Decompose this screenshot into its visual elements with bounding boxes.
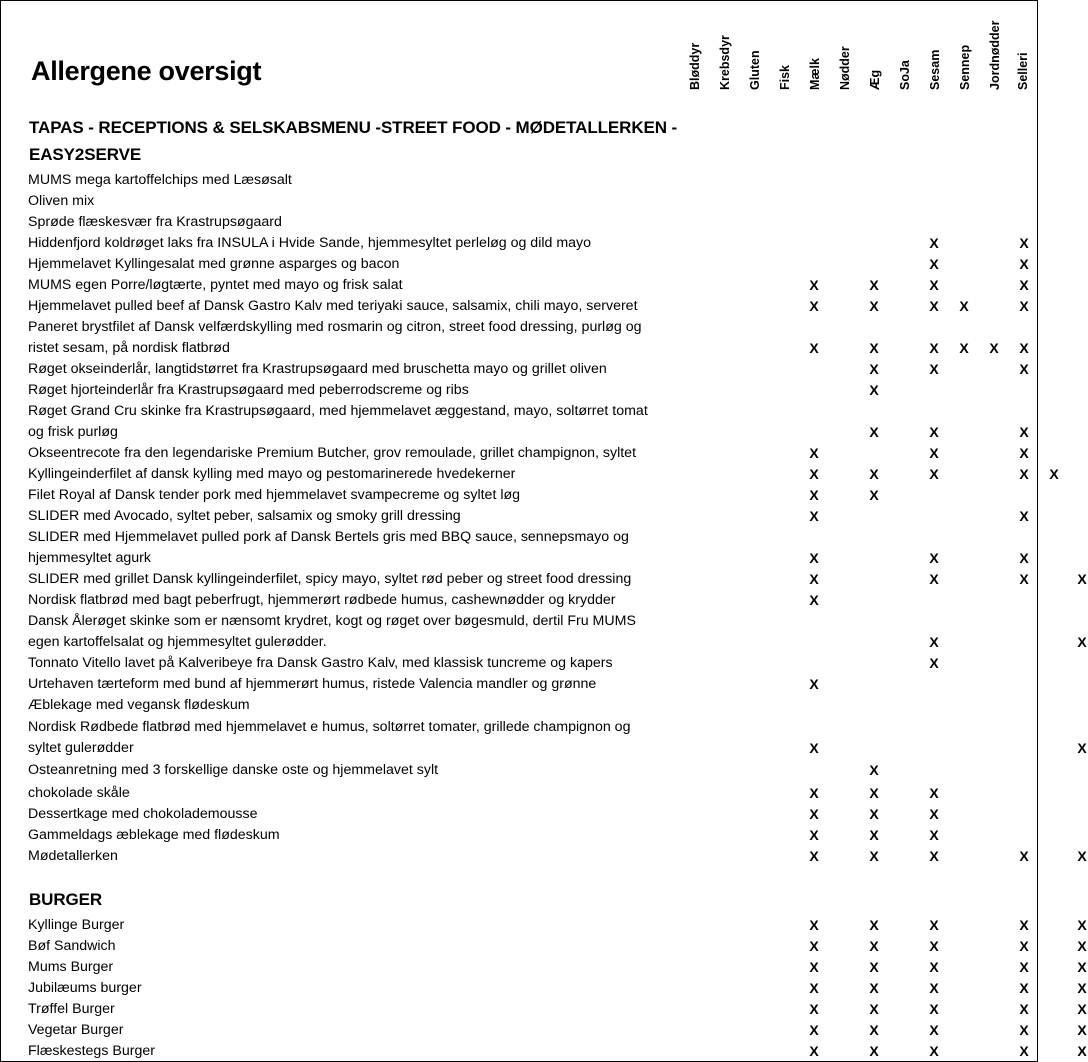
table-row (28, 695, 1028, 715)
table-row (28, 590, 1028, 610)
allergen-mark-aeg: X (929, 980, 939, 996)
table-row (28, 653, 1028, 673)
allergen-header-label: Selleri (1016, 52, 1030, 90)
allergen-mark-selleri: X (1077, 959, 1087, 975)
allergen-header-label: Fisk (778, 64, 792, 90)
dish-name: Dansk Ålerøget skinke som er nænsomt krydret, kogt og røget over bøgesmuld, dertil Fru MUMS (28, 613, 636, 629)
table-row (28, 632, 1087, 652)
dish-name: Gammeldags æblekage med flødeskum (28, 827, 280, 843)
allergen-mark-aeg: X (929, 445, 939, 461)
allergen-mark-aeg: X (929, 550, 939, 566)
allergen-mark-aeg: X (929, 827, 939, 843)
allergen-mark-maelk: X (869, 1022, 879, 1038)
allergen-mark-aeg: X (929, 938, 939, 954)
allergen-mark-maelk: X (869, 917, 879, 933)
dish-name: SLIDER med Hjemmelavet pulled pork af Dansk Bertels gris med BBQ sauce, sennepsmayo og (28, 529, 629, 545)
dish-name: Hjemmelavet pulled beef af Dansk Gastro Kalv med teriyaki sauce, salsamix, chili mayo, serveret (28, 298, 638, 314)
table-row (28, 674, 1028, 694)
allergen-mark-selleri: X (1077, 938, 1087, 954)
allergen-mark-sennep: X (1019, 1022, 1029, 1038)
allergen-mark-sennep: X (1019, 235, 1029, 251)
allergen-mark-selleri: X (1077, 571, 1087, 587)
allergen-mark-maelk: X (869, 938, 879, 954)
allergen-mark-maelk: X (869, 340, 879, 356)
allergen-mark-gluten: X (809, 938, 819, 954)
allergen-mark-gluten: X (809, 827, 819, 843)
allergen-mark-aeg: X (929, 655, 939, 671)
dish-name: Filet Royal af Dansk tender pork med hjemmelavet svampecreme og syltet løg (28, 487, 521, 503)
table-row (28, 443, 1028, 463)
allergen-header-label: Sesam (928, 49, 942, 90)
allergen-mark-sennep: X (1019, 508, 1029, 524)
allergen-mark-gluten: X (809, 550, 819, 566)
dish-name: Røget Grand Cru skinke fra Krastrupsøgaard, med hjemmelavet æggestand, mayo, soltørret tomat (28, 403, 648, 419)
dish-name: Hiddenfjord koldrøget laks fra INSULA i Hvide Sande, hjemmesyltet perleløg og dild mayo (28, 235, 592, 251)
table-row (28, 506, 1028, 526)
table-row (28, 380, 1028, 400)
allergen-mark-maelk: X (869, 466, 879, 482)
allergen-mark-gluten: X (809, 340, 819, 356)
table-row (28, 804, 1028, 824)
dish-name: Urtehaven tærteform med bund af hjemmerørt humus, ristede Valencia mandler og grønne (28, 676, 597, 692)
allergen-mark-maelk: X (869, 848, 879, 864)
allergen-mark-aeg: X (929, 806, 939, 822)
dish-name: MUMS mega kartoffelchips med Læsøsalt (28, 172, 292, 188)
section-heading-continued: EASY2SERVE (29, 145, 142, 164)
allergen-mark-jordnodder: X (1049, 466, 1059, 482)
allergen-mark-aeg: X (929, 959, 939, 975)
allergen-mark-aeg: X (929, 1043, 939, 1059)
allergen-mark-sennep: X (1019, 959, 1029, 975)
allergen-header-label: SoJa (898, 60, 912, 90)
allergen-mark-gluten: X (809, 592, 819, 608)
table-row (28, 846, 1087, 866)
dish-name: Bøf Sandwich (28, 938, 116, 954)
allergen-mark-maelk: X (869, 382, 879, 398)
table-row (28, 978, 1087, 998)
table-row (28, 548, 1028, 568)
table-row-wrap (28, 717, 1028, 737)
allergen-mark-selleri: X (1077, 1043, 1087, 1059)
table-row-wrap (28, 611, 1028, 631)
allergen-mark-gluten: X (809, 445, 819, 461)
dish-name: Nordisk Rødbede flatbrød med hjemmelavet e humus, soltørret tomater, grillede champignon og (28, 719, 631, 735)
allergen-mark-sennep: X (1019, 298, 1029, 314)
allergen-mark-gluten: X (809, 466, 819, 482)
section-heading: BURGER (29, 890, 103, 909)
dish-name: Trøffel Burger (28, 1001, 115, 1017)
allergen-mark-maelk: X (869, 959, 879, 975)
allergen-mark-aeg: X (929, 785, 939, 801)
allergen-mark-gluten: X (809, 785, 819, 801)
allergen-mark-maelk: X (869, 785, 879, 801)
allergen-mark-gluten: X (809, 1001, 819, 1017)
table-row-wrap (28, 317, 1028, 337)
table-row (28, 569, 1087, 589)
allergen-mark-soja: X (959, 298, 969, 314)
allergen-mark-soja: X (959, 340, 969, 356)
allergen-mark-maelk: X (869, 487, 879, 503)
table-row (28, 760, 1028, 780)
table-row (28, 915, 1087, 935)
dish-name-continued: syltet gulerødder (28, 740, 134, 756)
dish-name: MUMS egen Porre/løgtærte, pyntet med mayo og frisk salat (28, 277, 403, 293)
table-row (28, 338, 1028, 358)
allergen-header-label: Sennep (958, 44, 972, 90)
dish-name-continued: hjemmesyltet agurk (28, 550, 152, 566)
allergen-mark-maelk: X (869, 806, 879, 822)
allergen-mark-sennep: X (1019, 445, 1029, 461)
table-row (28, 422, 1028, 442)
dish-name-continued: ristet sesam, på nordisk flatbrød (28, 340, 230, 356)
dish-name: Osteanretning med 3 forskellige danske oste og hjemmelavet sylt (28, 762, 439, 778)
allergen-mark-maelk: X (869, 361, 879, 377)
table-row (28, 191, 1028, 211)
dish-name: SLIDER med Avocado, syltet peber, salsamix og smoky grill dressing (28, 508, 461, 524)
dish-name: Oliven mix (28, 193, 95, 209)
dish-name: Dessertkage med chokolademousse (28, 806, 258, 822)
allergen-mark-maelk: X (869, 1001, 879, 1017)
allergen-mark-sennep: X (1019, 424, 1029, 440)
allergen-mark-maelk: X (869, 762, 879, 778)
dish-name: Røget hjorteinderlår fra Krastrupsøgaard med peberrodscreme og ribs (28, 382, 469, 398)
allergen-mark-sennep: X (1019, 938, 1029, 954)
allergen-mark-selleri: X (1077, 980, 1087, 996)
allergen-mark-gluten: X (809, 1022, 819, 1038)
allergen-mark-aeg: X (929, 424, 939, 440)
allergen-mark-gluten: X (809, 277, 819, 293)
allergen-mark-aeg: X (929, 340, 939, 356)
table-row (28, 359, 1028, 379)
table-row (28, 170, 1028, 190)
allergen-mark-selleri: X (1077, 634, 1087, 650)
allergen-mark-sennep: X (1019, 361, 1029, 377)
dish-name: Flæskestegs Burger (28, 1043, 155, 1059)
allergen-header-label: Gluten (748, 50, 762, 90)
table-row (28, 275, 1028, 295)
allergen-mark-aeg: X (929, 571, 939, 587)
allergen-mark-aeg: X (929, 848, 939, 864)
allergen-header-label: Krebsdyr (718, 35, 732, 90)
allergen-mark-aeg: X (929, 298, 939, 314)
dish-name: Mums Burger (28, 959, 114, 975)
allergen-mark-sennep: X (1019, 340, 1029, 356)
allergen-mark-gluten: X (809, 806, 819, 822)
table-row (28, 825, 1028, 845)
allergen-mark-maelk: X (869, 827, 879, 843)
dish-name: Kyllinge Burger (28, 917, 125, 933)
allergen-mark-sennep: X (1019, 1001, 1029, 1017)
allergen-mark-gluten: X (809, 980, 819, 996)
table-row (28, 738, 1087, 758)
dish-name: Jubilæums burger (28, 980, 142, 996)
dish-name: Vegetar Burger (28, 1022, 124, 1038)
allergen-mark-gluten: X (809, 676, 819, 692)
allergen-mark-gluten: X (809, 848, 819, 864)
allergen-mark-gluten: X (809, 571, 819, 587)
allergen-mark-aeg: X (929, 1001, 939, 1017)
dish-name: Okseentrecote fra den legendariske Premium Butcher, grov remoulade, grillet champignon, syltet (28, 445, 637, 461)
dish-name-continued: egen kartoffelsalat og hjemmesyltet gulerødder. (28, 634, 327, 650)
allergen-header-label: Æg (868, 69, 882, 90)
table-row (28, 957, 1087, 977)
allergen-mark-sennep: X (1019, 848, 1029, 864)
allergen-mark-aeg: X (929, 1022, 939, 1038)
allergen-mark-gluten: X (809, 487, 819, 503)
allergen-mark-aeg: X (929, 634, 939, 650)
allergen-mark-aeg: X (929, 277, 939, 293)
dish-name: SLIDER med grillet Dansk kyllingeinderfilet, spicy mayo, syltet rød peber og street food dressing (28, 571, 632, 587)
table-row (28, 296, 1028, 316)
allergen-mark-aeg: X (929, 256, 939, 272)
allergen-mark-selleri: X (1077, 1022, 1087, 1038)
allergen-mark-maelk: X (869, 424, 879, 440)
allergen-mark-gluten: X (809, 298, 819, 314)
dish-name: Paneret brystfilet af Dansk velfærdskylling med rosmarin og citron, street food dressing, purløg og (28, 319, 642, 335)
allergen-mark-gluten: X (809, 1043, 819, 1059)
allergen-mark-sennep: X (1019, 917, 1029, 933)
dish-name: Røget okseinderlår, langtidstørret fra Krastrupsøgaard med bruschetta mayo og grillet oliven (28, 361, 607, 377)
allergen-mark-aeg: X (929, 466, 939, 482)
allergen-mark-aeg: X (929, 235, 939, 251)
dish-name: Kyllingeinderfilet af dansk kylling med mayo og pestomarinerede hvedekerner (28, 466, 516, 482)
allergen-mark-gluten: X (809, 959, 819, 975)
dish-name: Nordisk flatbrød med bagt peberfrugt, hjemmerørt rødbede humus, cashewnødder og krydder (28, 592, 616, 608)
allergen-mark-selleri: X (1077, 848, 1087, 864)
dish-name-continued: og frisk purløg (28, 424, 118, 440)
dish-name: chokolade skåle (28, 785, 130, 801)
table-row (28, 936, 1087, 956)
table-row (28, 233, 1028, 253)
allergen-mark-sennep: X (1019, 571, 1029, 587)
table-row (28, 1020, 1087, 1040)
allergen-mark-maelk: X (869, 980, 879, 996)
table-row-wrap (28, 527, 1028, 547)
table-row (28, 1041, 1087, 1061)
table-row (28, 783, 1028, 803)
allergen-mark-selleri: X (1077, 740, 1087, 756)
allergen-mark-sennep: X (1019, 256, 1029, 272)
allergen-header-label: Nødder (838, 46, 852, 90)
table-row (28, 254, 1028, 274)
table-row (28, 485, 1028, 505)
allergen-header-label: Mælk (808, 58, 822, 90)
dish-name: Hjemmelavet Kyllingesalat med grønne asparges og bacon (28, 256, 400, 272)
allergen-mark-gluten: X (809, 917, 819, 933)
section-heading: TAPAS - RECEPTIONS & SELSKABSMENU -STREET FOOD - MØDETALLERKEN - (29, 118, 678, 137)
table-row (28, 999, 1087, 1019)
allergen-mark-sennep: X (1019, 466, 1029, 482)
allergen-mark-sennep: X (1019, 980, 1029, 996)
allergen-mark-gluten: X (809, 508, 819, 524)
dish-name: Tonnato Vitello lavet på Kalveribeye fra Dansk Gastro Kalv, med klassisk tuncreme og kapers (28, 655, 613, 671)
allergen-mark-maelk: X (869, 1043, 879, 1059)
dish-name: Æblekage med vegansk flødeskum (28, 697, 250, 713)
allergen-mark-sennep: X (1019, 1043, 1029, 1059)
allergen-mark-sesam: X (989, 340, 999, 356)
table-row-wrap (28, 401, 1028, 421)
table-row (28, 212, 1028, 232)
allergen-mark-gluten: X (809, 740, 819, 756)
allergen-mark-aeg: X (929, 361, 939, 377)
dish-name: Sprøde flæskesvær fra Krastrupsøgaard (28, 214, 282, 230)
allergen-mark-sennep: X (1019, 277, 1029, 293)
table-row (28, 464, 1059, 484)
allergen-header-label: Bløddyr (688, 42, 702, 90)
allergen-mark-selleri: X (1077, 1001, 1087, 1017)
allergen-mark-maelk: X (869, 298, 879, 314)
allergen-header-label: Jordnødder (988, 20, 1002, 90)
allergen-mark-maelk: X (869, 277, 879, 293)
allergen-mark-selleri: X (1077, 917, 1087, 933)
page-title: Allergene oversigt (31, 56, 262, 86)
allergen-mark-sennep: X (1019, 550, 1029, 566)
dish-name: Mødetallerken (28, 848, 118, 864)
allergen-mark-aeg: X (929, 917, 939, 933)
